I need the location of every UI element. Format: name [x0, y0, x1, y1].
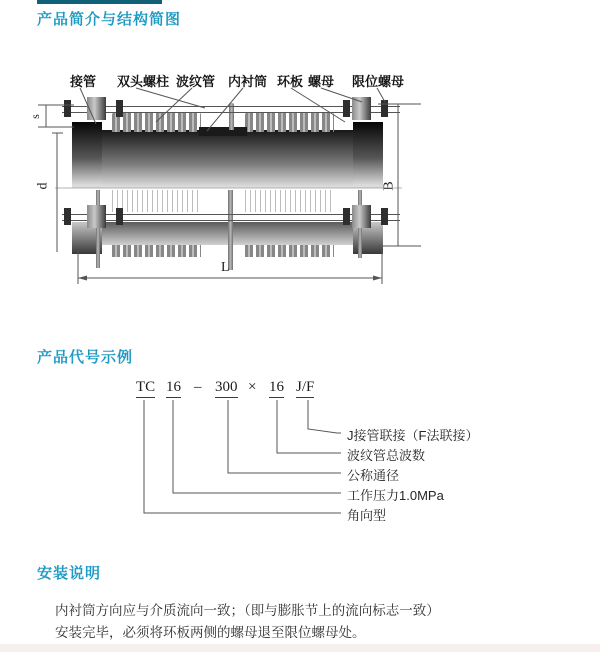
liner-clamp-band	[199, 127, 247, 136]
callout-label-connection: J接管联接（F法联接）	[347, 428, 479, 443]
leader-stud-bolt	[136, 88, 205, 108]
bellows-section-lines-left	[112, 190, 201, 212]
dim-L-arrow-left	[78, 276, 87, 281]
bellows-fins-lower-right	[245, 245, 334, 257]
bellows-section-lines-right	[245, 190, 334, 212]
callout-line-TC	[144, 400, 341, 513]
stud-lower-left	[96, 190, 100, 268]
end-collar-upper-left	[72, 122, 102, 188]
code-token-dash: –	[194, 379, 202, 395]
dim-label-s: s	[27, 114, 42, 119]
nut-small	[343, 100, 350, 117]
code-token-connection: J/F	[296, 379, 314, 398]
nut-big	[87, 205, 106, 228]
header-accent-strip	[37, 0, 162, 4]
end-collar-upper-right	[353, 122, 383, 188]
dim-d-lines	[52, 133, 63, 252]
nut-small	[343, 208, 350, 225]
part-label-stud-bolt: 双头螺柱	[117, 74, 170, 89]
nut-small	[116, 100, 123, 117]
limit-nut	[381, 208, 388, 225]
callout-line-pressure	[173, 400, 341, 493]
code-token-type: TC	[136, 379, 155, 398]
callout-line-diameter	[228, 400, 341, 473]
nut-big	[352, 97, 371, 120]
nut-big	[352, 205, 371, 228]
nut-small	[116, 208, 123, 225]
part-label-limit-nut: 限位螺母	[352, 74, 405, 89]
code-token-waves: 16	[269, 379, 284, 398]
bellows-fins-upper-right	[245, 112, 334, 132]
bellows-fins-lower-left	[112, 245, 201, 257]
install-note-line2: 安装完毕，必须将环板两侧的螺母退至限位螺母处。	[55, 625, 366, 640]
dim-label-d: d	[35, 182, 51, 190]
callout-line-connection	[308, 400, 341, 433]
install-note-line1: 内衬筒方向应与介质流向一致；（即与膨胀节上的流向标志一致）	[55, 603, 440, 618]
part-label-bellows: 波纹管	[176, 74, 216, 89]
nut-small	[64, 208, 71, 225]
part-label-connecting-pipe: 接管	[70, 74, 97, 89]
nut-small	[64, 100, 71, 117]
part-label-inner-liner: 内衬筒	[228, 74, 268, 89]
dim-label-B: B	[381, 181, 397, 191]
section-title-install: 安装说明	[37, 565, 102, 582]
callout-label-diameter: 公称通径	[347, 468, 400, 483]
code-token-diameter: 300	[215, 379, 238, 398]
nut-big	[87, 97, 106, 120]
dim-label-L: L	[221, 260, 230, 275]
section-title-intro: 产品简介与结构简图	[37, 11, 182, 28]
part-label-ring-plate: 环板	[277, 74, 304, 89]
part-label-nut: 螺母	[308, 74, 335, 89]
page-bottom-strip	[0, 644, 600, 652]
dim-L-arrow-right	[373, 276, 382, 281]
cylinder-body-upper	[100, 130, 355, 188]
code-token-times: ×	[248, 379, 257, 395]
code-token-pressure: 16	[166, 379, 181, 398]
callout-label-type: 角向型	[347, 508, 387, 523]
bellows-fins-upper-left	[112, 112, 201, 132]
callout-line-waves	[277, 400, 341, 453]
callout-label-pressure: 工作压力1.0MPa	[347, 488, 444, 503]
callout-label-waves: 波纹管总波数	[347, 448, 426, 463]
stud-lower-center	[228, 190, 233, 270]
limit-nut	[381, 100, 388, 117]
section-title-code: 产品代号示例	[37, 349, 134, 366]
